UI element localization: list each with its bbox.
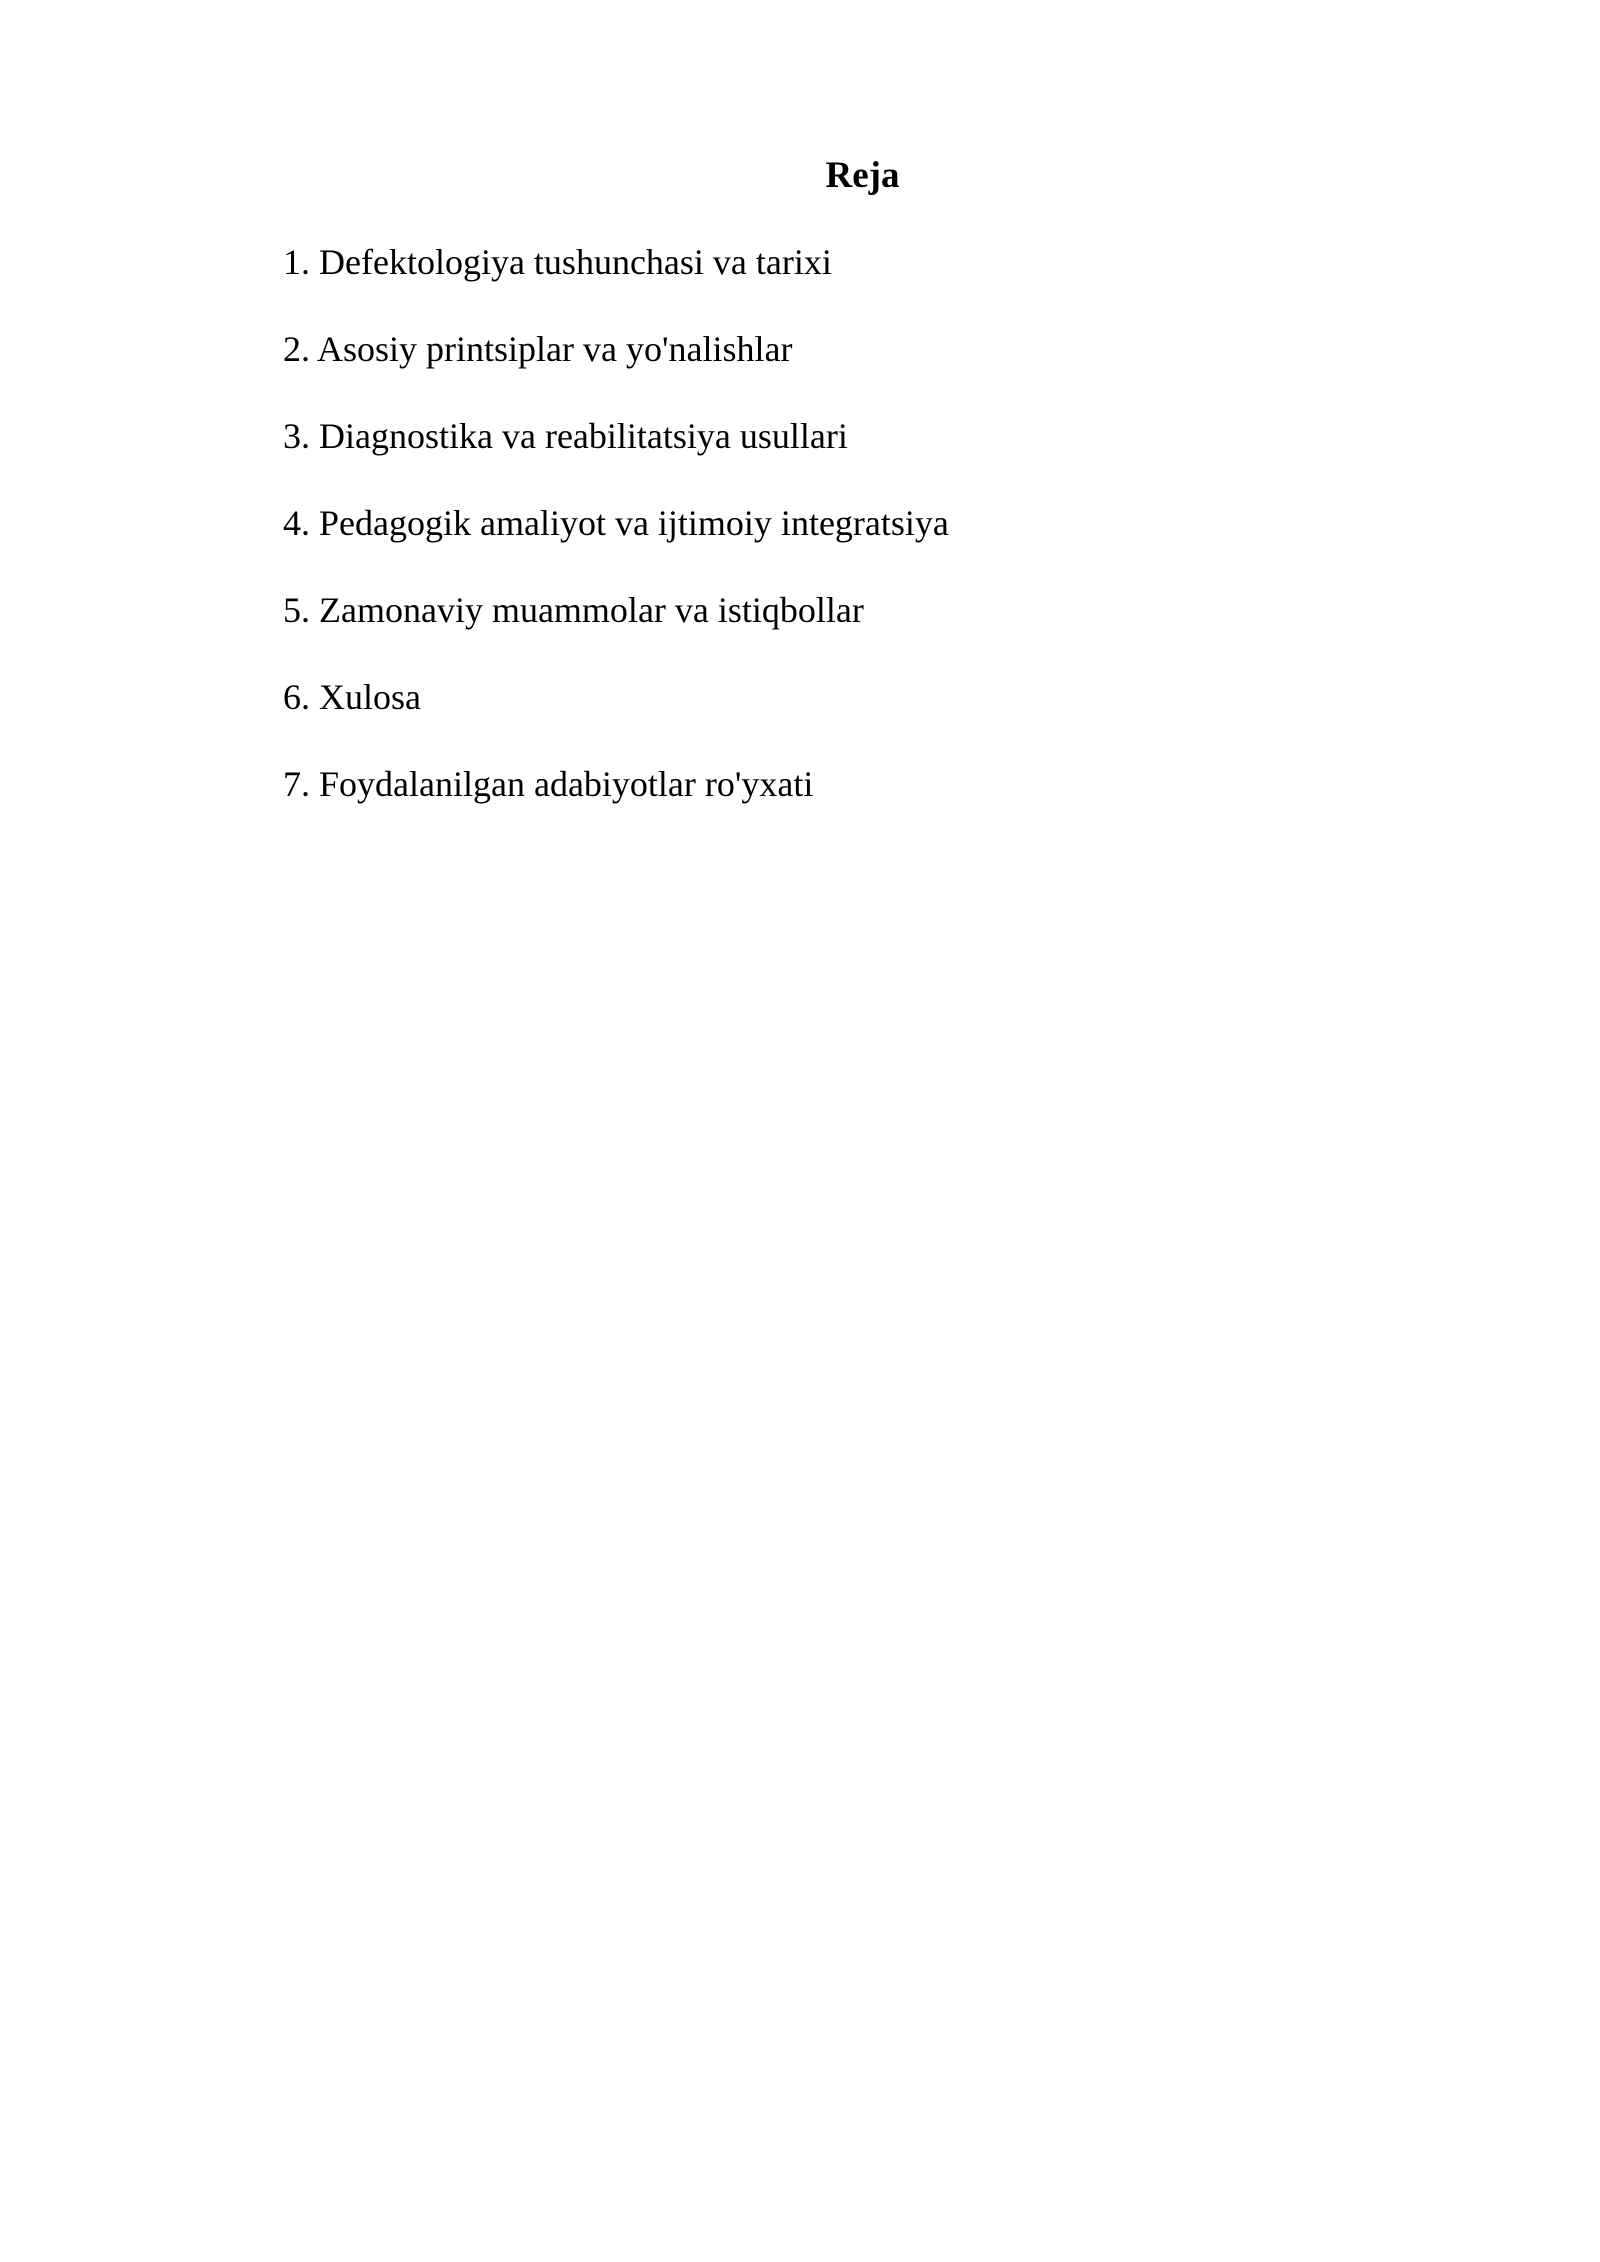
page-title: Reja <box>825 155 900 196</box>
plan-item-4: 4. Pedagogik amaliyot va ijtimoiy integratsiya <box>283 503 949 543</box>
plan-item-2: 2. Asosiy printsiplar va yo'nalishlar <box>283 329 793 369</box>
plan-item-5: 5. Zamonaviy muammolar va istiqbollar <box>283 590 864 630</box>
plan-list <box>283 236 949 845</box>
plan-item-6: 6. Xulosa <box>283 677 421 717</box>
plan-item-7: 7. Foydalanilgan adabiyotlar ro'yxati <box>283 764 814 804</box>
plan-item-1: 1. Defektologiya tushunchasi va tarixi <box>283 242 832 282</box>
plan-item-3: 3. Diagnostika va reabilitatsiya usullari <box>283 416 848 456</box>
